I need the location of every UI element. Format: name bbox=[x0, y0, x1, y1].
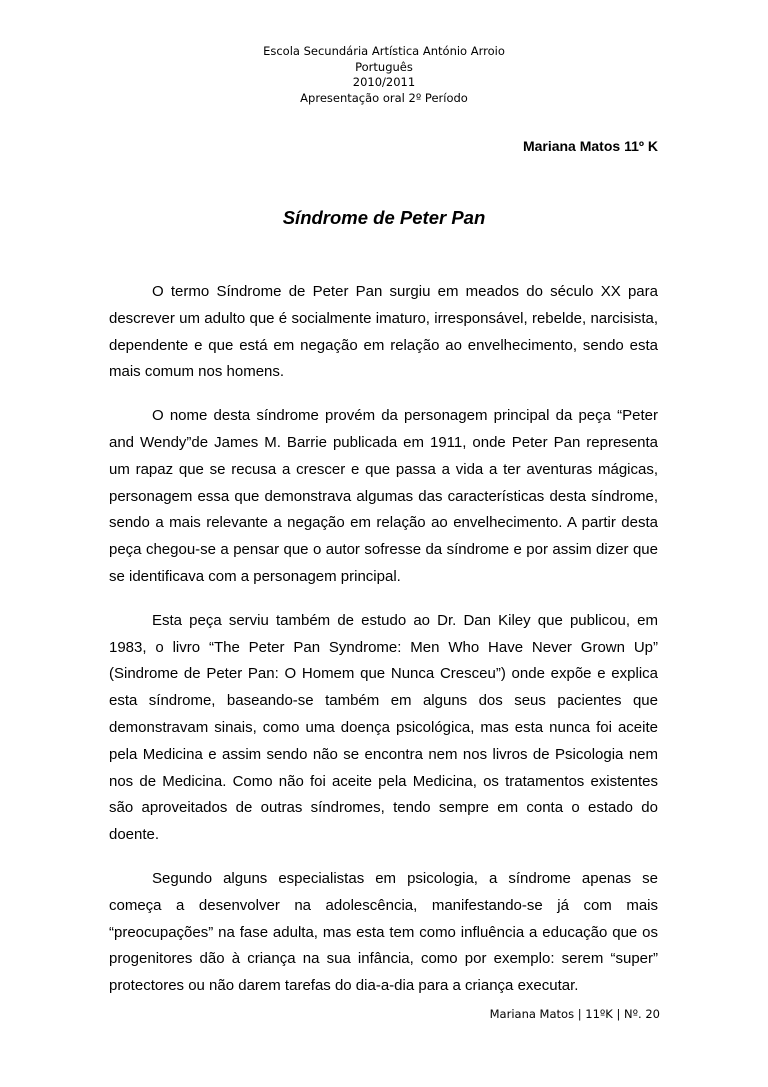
header-school: Escola Secundária Artística António Arroio bbox=[263, 44, 505, 58]
header-event: Apresentação oral 2º Período bbox=[300, 90, 468, 105]
header-subject: Português bbox=[355, 59, 413, 74]
document-header bbox=[0, 44, 768, 106]
paragraph-2: O nome desta síndrome provém da personagem principal da peça “Peter and Wendy”de James M. Barrie publicada em 1911, onde Peter Pan representa um rapaz que se recusa a crescer e que passa a vida a ter aventuras mágicas, personagem essa que demonstrava algumas das características desta síndrome, sendo a mais relevante a negação em relação ao envelhecimento. A partir desta peça chegou-se a pensar que o autor sofresse da síndrome e por assim dizer que se identificava com a personagem principal. bbox=[109, 407, 658, 585]
paragraph-1: O termo Síndrome de Peter Pan surgiu em meados do século XX para descrever um adulto que é socialmente imaturo, irresponsável, rebelde, narcisista, dependente e que está em negação em relação ao envelhecimento, sendo esta mais comum nos homens. bbox=[109, 283, 658, 381]
paragraph-3: Esta peça serviu também de estudo ao Dr. Dan Kiley que publicou, em 1983, o livro “The Peter Pan Syndrome: Men Who Have Never Grown Up” (Sindrome de Peter Pan: O Homem que Nunca Cresceu”) onde expõe e explica esta síndrome, baseando-se também em alguns dos seus pacientes que demonstravam sinais, como uma doença psicológica, mas esta nunca foi aceite pela Medicina e assim sendo não se encontra nem nos livros de Psicologia nem nos de Medicina. Como não foi aceite pela Medicina, os tratamentos existentes são aproveitados de outras síndromes, tendo sempre em conta o estado do doente. bbox=[109, 611, 658, 844]
author-line: Mariana Matos 11º K bbox=[522, 138, 658, 154]
document-body bbox=[109, 279, 658, 1000]
document-title: Síndrome de Peter Pan bbox=[282, 207, 486, 228]
page-footer: Mariana Matos | 11ºK | Nº. 20 bbox=[489, 1007, 660, 1021]
header-year: 2010/2011 bbox=[352, 75, 416, 89]
paragraph-4: Segundo alguns especialistas em psicologia, a síndrome apenas se começa a desenvolver na adolescência, manifestando-se já com mais “preocupações” na fase adulta, mas esta tem como influência a educação que os progenitores dão à criança na sua infância, como por exemplo: serem “super” protectores ou não darem tarefas do dia-a-dia para a criança executar. bbox=[109, 869, 658, 995]
